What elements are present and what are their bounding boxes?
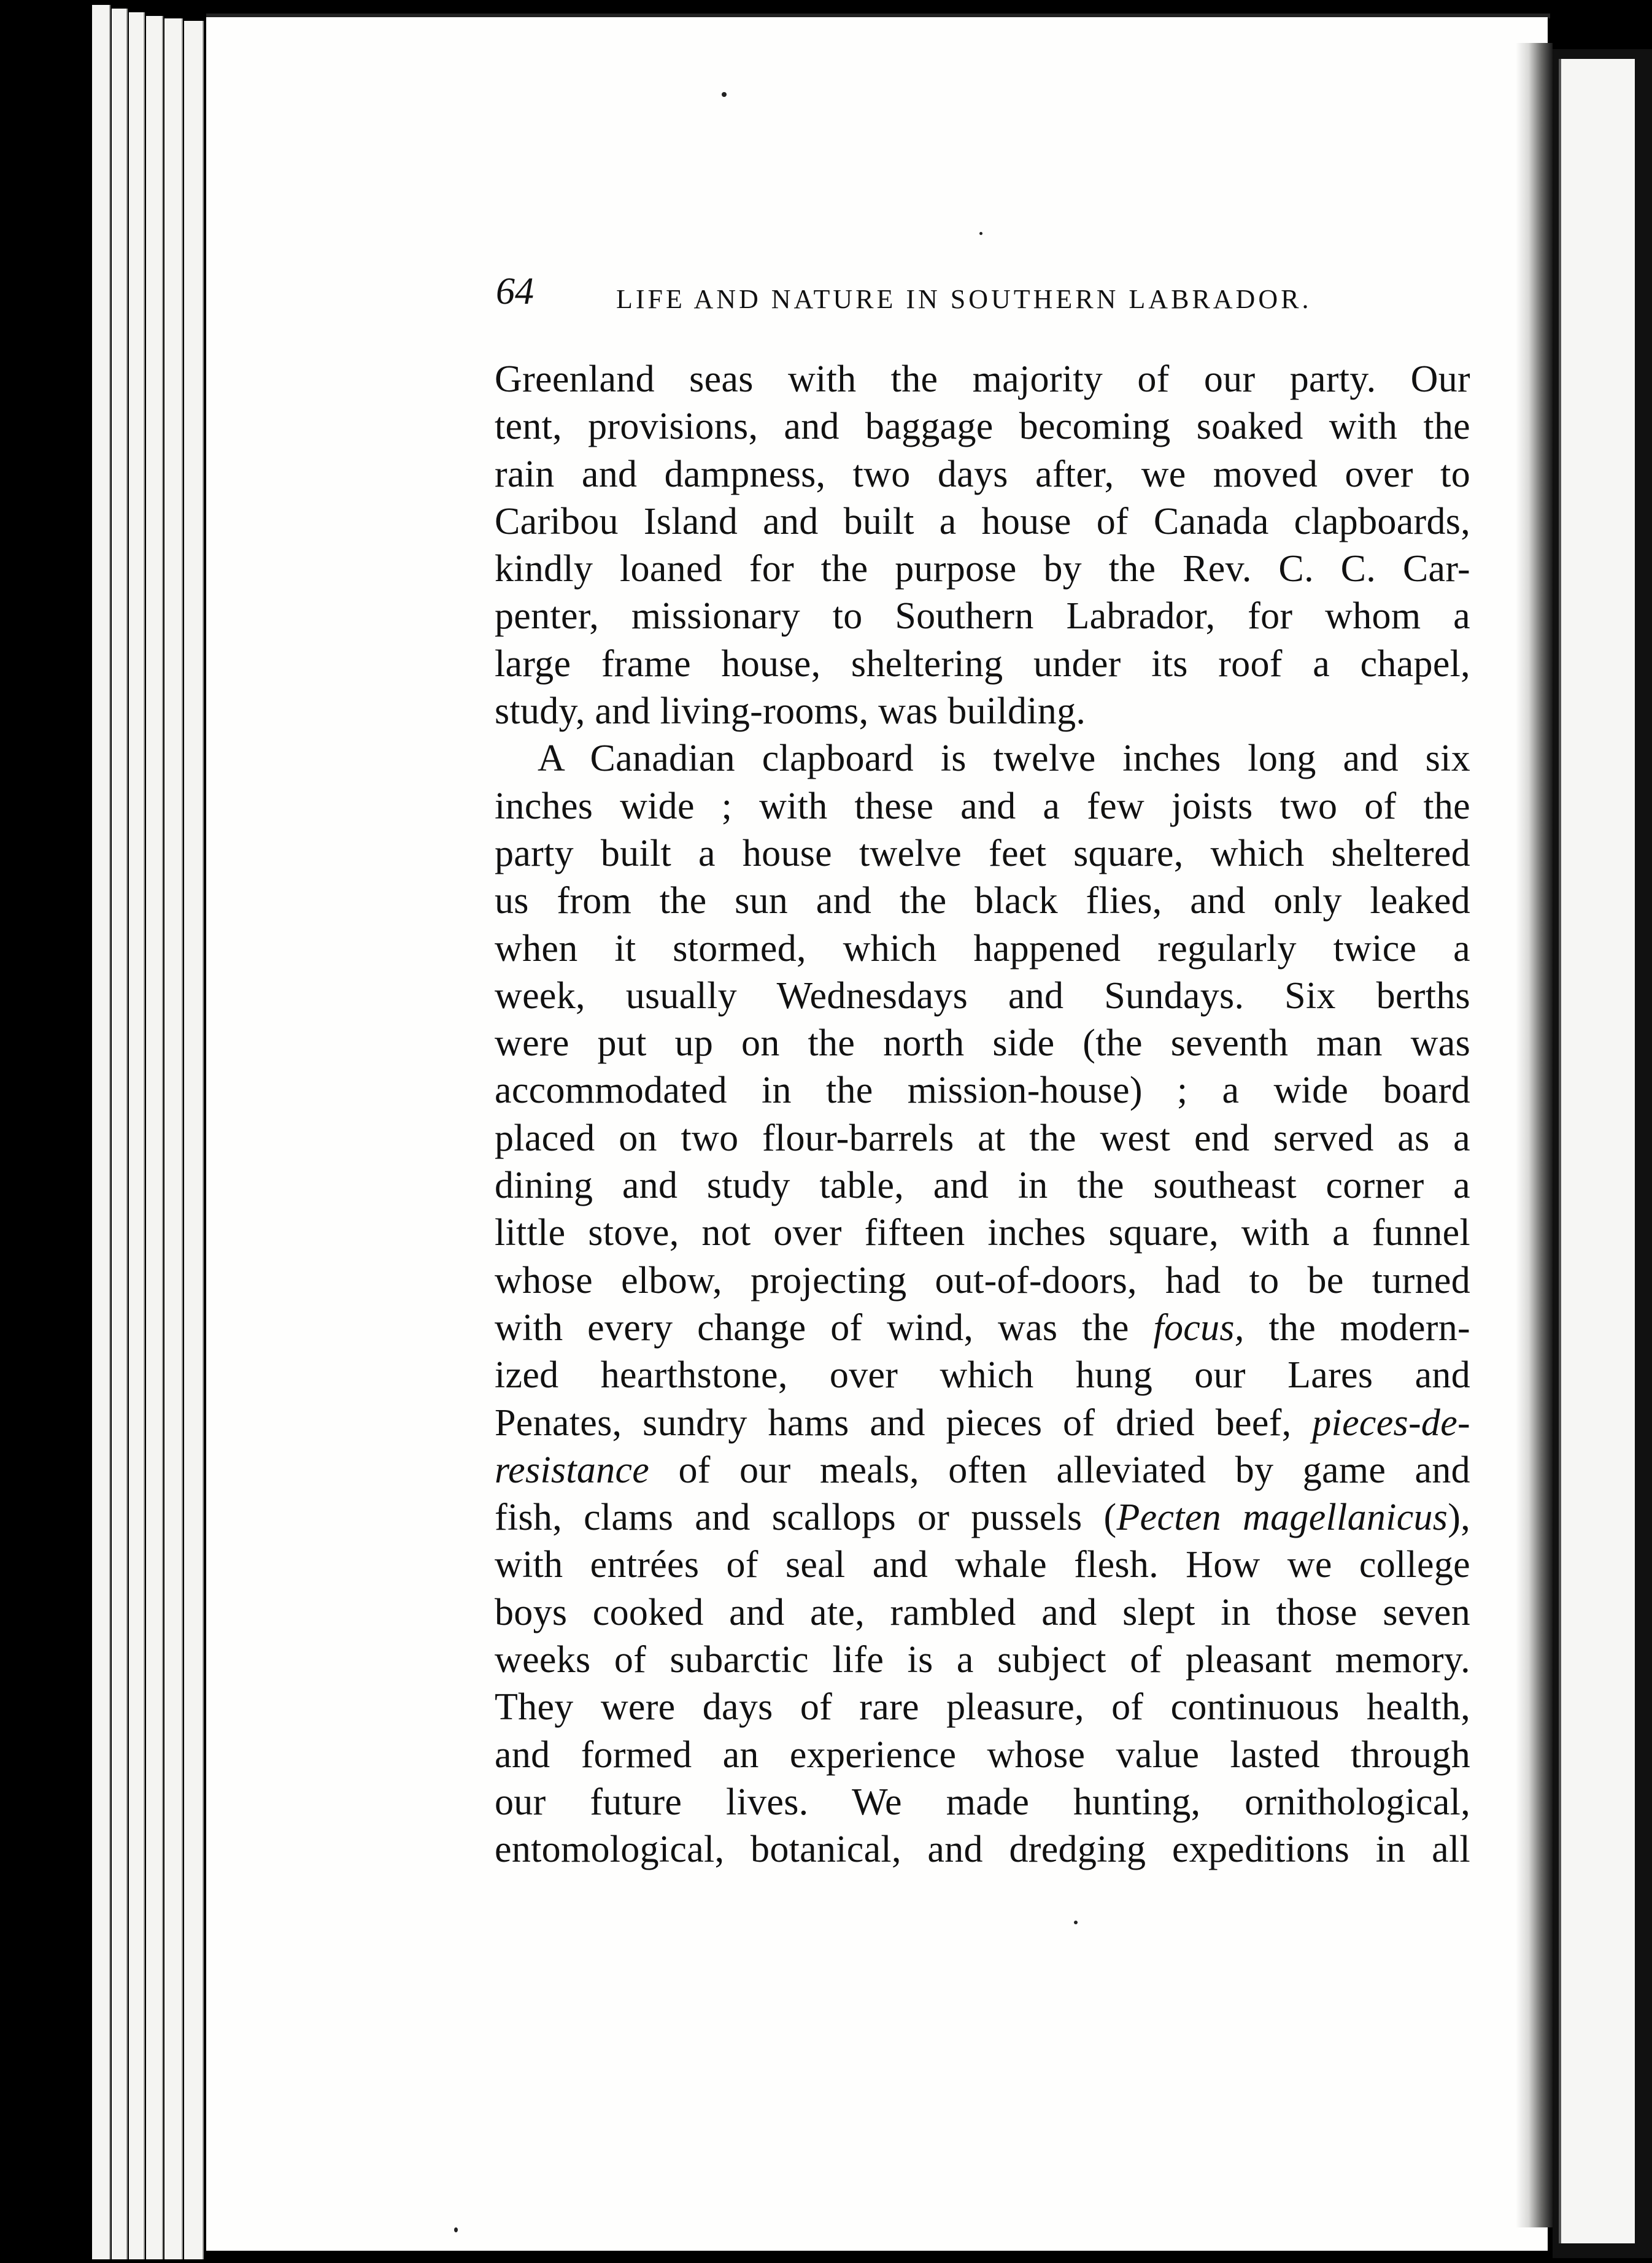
text-line: tent, provisions, and baggage becoming soaked with the — [495, 406, 1470, 448]
italic-term: resistance — [495, 1449, 650, 1491]
text-line: dining and study table, and in the southeast corner a — [495, 1165, 1470, 1207]
italic-term: focus, — [1153, 1306, 1245, 1349]
text-line: placed on two flour-barrels at the west end served as a — [495, 1117, 1470, 1159]
scan-speck — [979, 232, 982, 235]
page-edge — [184, 21, 204, 2259]
text-line: entomological, botanical, and dredging expeditions in all — [495, 1829, 1470, 1871]
running-title: LIFE AND NATURE IN SOUTHERN LABRADOR. — [616, 284, 1312, 314]
scan-speck — [722, 92, 727, 97]
italic-term: pieces-de- — [1312, 1401, 1470, 1444]
text-line: were put up on the north side (the seventh man was — [495, 1022, 1470, 1065]
text-line: large frame house, sheltering under its roof a chapel, — [495, 642, 1470, 685]
text-line — [495, 1447, 1470, 1494]
page-gutter-shadow — [1516, 43, 1553, 2227]
text-line: when it stormed, which happened regularly twice a — [495, 927, 1470, 970]
text-line — [495, 1494, 1470, 1541]
page-edge — [92, 5, 110, 2259]
text-run: Penates, sundry hams and pieces of dried beef, — [495, 1401, 1292, 1444]
text-line: boys cooked and ate, rambled and slept in those seven — [495, 1591, 1470, 1633]
page-edge — [129, 12, 145, 2259]
text-line: party built a house twelve feet square, which sheltered — [495, 832, 1470, 874]
text-line: little stove, not over fifteen inches square, with a funnel — [495, 1212, 1470, 1254]
text-line: Greenland seas with the majority of our party. Our — [495, 358, 1470, 400]
facing-page — [1559, 59, 1635, 2243]
text-line: whose elbow, projecting out-of-doors, had to be turned — [495, 1259, 1470, 1301]
text-line: inches wide ; with these and a few joists two of the — [495, 785, 1470, 827]
text-run: of our meals, often alleviated by game and — [678, 1449, 1470, 1491]
text-line: our future lives. We made hunting, ornithological, — [495, 1781, 1470, 1823]
text-line: penter, missionary to Southern Labrador, for whom a — [495, 595, 1470, 638]
text-line — [495, 1400, 1470, 1447]
text-line: study, and living-rooms, was building. — [495, 690, 1086, 733]
text-line: rain and dampness, two days after, we moved over to — [495, 453, 1470, 495]
scan-speck — [454, 2227, 458, 2232]
page-edge — [112, 9, 128, 2259]
text-line: with entrées of seal and whale flesh. How we college — [495, 1544, 1470, 1586]
text-line: week, usually Wednesdays and Sundays. Six berths — [495, 974, 1470, 1017]
body-text — [495, 356, 1470, 1874]
text-line: accommodated in the mission-house) ; a wide board — [495, 1070, 1470, 1112]
text-line — [495, 1305, 1470, 1352]
text-line: They were days of rare pleasure, of continuous health, — [495, 1686, 1470, 1729]
text-line: and formed an experience whose value lasted through — [495, 1733, 1470, 1776]
text-line: ized hearthstone, over which hung our Lares and — [495, 1354, 1470, 1397]
text-line: A Canadian clapboard is twelve inches long and six — [538, 738, 1470, 780]
page-edge — [146, 16, 163, 2259]
italic-term: Pecten magellanicus — [1116, 1497, 1448, 1539]
page-edge — [164, 18, 183, 2259]
running-header — [496, 270, 1484, 325]
text-run: fish, clams and scallops or pussels ( — [495, 1497, 1117, 1539]
scan-speck — [1074, 1921, 1078, 1924]
text-line: Caribou Island and built a house of Canada clapboards, — [495, 500, 1470, 542]
text-run: the modern- — [1268, 1306, 1470, 1349]
text-line: kindly loaned for the purpose by the Rev. C. C. Car- — [495, 548, 1470, 590]
text-run: with every change of wind, was the — [495, 1306, 1129, 1349]
text-line: us from the sun and the black flies, and only leaked — [495, 880, 1470, 922]
text-run: ), — [1448, 1497, 1470, 1539]
page-number: 64 — [496, 271, 534, 312]
text-line: weeks of subarctic life is a subject of pleasant memory. — [495, 1639, 1470, 1681]
